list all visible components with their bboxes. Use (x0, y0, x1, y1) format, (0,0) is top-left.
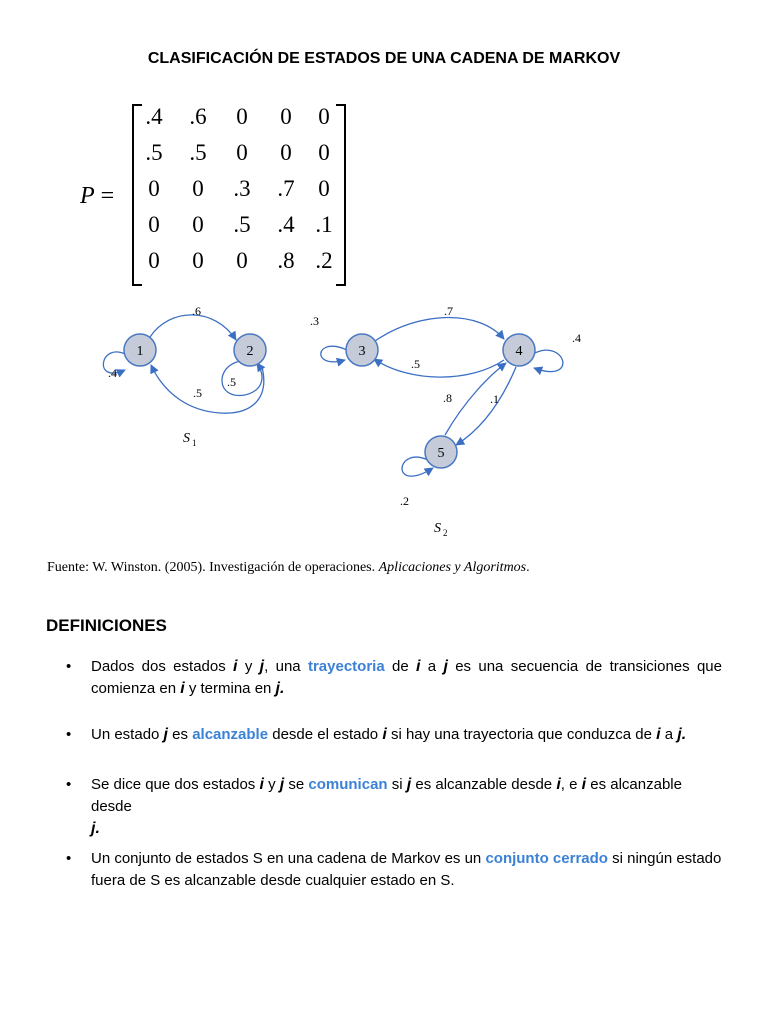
state-diagram (0, 295, 768, 545)
definition-text (91, 656, 722, 700)
matrix-cell: 0 (236, 104, 248, 129)
text: es (168, 726, 193, 743)
text: si (387, 776, 407, 793)
keyword: alcanzable (192, 726, 269, 743)
bullet-dot: • (66, 776, 72, 793)
text: Un conjunto de estados S en una cadena de Markov es un (91, 850, 486, 867)
system-label-subscript: 2 (443, 528, 448, 538)
matrix-cell: .6 (189, 104, 207, 129)
var: j (279, 776, 285, 793)
system-label-s1: S (183, 431, 190, 446)
edge-4-5 (456, 367, 516, 445)
matrix-cell: .5 (233, 212, 251, 237)
text: Dados dos estados (91, 658, 234, 675)
matrix-cell: 0 (236, 140, 248, 165)
edge-probability-label: .7 (444, 304, 453, 318)
edge-probability-label: .5 (411, 357, 420, 371)
matrix-cell: 0 (318, 176, 330, 201)
text: y termina en (184, 680, 276, 697)
text: a (660, 726, 678, 743)
bullet-dot: • (66, 850, 72, 867)
page-title: CLASIFICACIÓN DE ESTADOS DE UNA CADENA DE MARKOV (147, 50, 621, 67)
source-italic: Aplicaciones y Algoritmos (378, 560, 527, 575)
matrix-cell: .4 (277, 212, 295, 237)
text: de (384, 658, 416, 675)
text: es una secuencia de transiciones que comienza en (91, 658, 722, 697)
state-node-label: 2 (246, 344, 254, 359)
matrix-cell: 0 (148, 176, 160, 201)
text: es alcanzable desde (411, 776, 557, 793)
text: es alcanzable desde (91, 776, 682, 815)
text: si hay una trayectoria que conduzca de (386, 726, 657, 743)
bullet-dot: • (66, 726, 72, 743)
var: i (180, 680, 185, 697)
matrix-cell: .8 (277, 248, 295, 273)
state-node-label: 3 (358, 344, 366, 359)
definition-text (91, 774, 722, 840)
matrix-cell: 0 (148, 212, 160, 237)
source-prefix: Fuente: W. Winston. (2005). Investigación de operaciones. (47, 560, 379, 575)
state-node-label: 4 (515, 344, 523, 359)
matrix-symbol: P (80, 183, 95, 209)
source-suffix: . (526, 560, 530, 575)
edge-2-1 (151, 365, 264, 413)
system-label-s2: S (434, 521, 441, 536)
edge-probability-label: .4 (108, 366, 117, 380)
edge-4-3 (374, 359, 504, 377)
source-citation (47, 560, 530, 576)
var: i (416, 658, 421, 675)
matrix-cell: .2 (315, 248, 333, 273)
text: a (420, 658, 444, 675)
text: Se dice que dos estados (91, 776, 260, 793)
text: Un estado (91, 726, 164, 743)
definition-text (91, 724, 722, 746)
edge-probability-label: .4 (572, 331, 581, 345)
matrix-cell: .5 (145, 140, 163, 165)
edge-probability-label: .6 (192, 304, 201, 318)
edge-probability-label: .2 (400, 494, 409, 508)
matrix-cell: 0 (236, 248, 248, 273)
edge-probability-label: .5 (227, 375, 236, 389)
var: i (382, 726, 387, 743)
var: j. (677, 726, 687, 743)
matrix-cell: .4 (145, 104, 163, 129)
text: y (263, 776, 280, 793)
edge-probability-label: .3 (310, 314, 319, 328)
matrix-cell: 0 (318, 104, 330, 129)
keyword: conjunto cerrado (485, 850, 608, 867)
matrix-cell: 0 (192, 248, 204, 273)
matrix-cell: 0 (192, 212, 204, 237)
matrix-cell: 0 (280, 140, 292, 165)
matrix-equals: = (100, 183, 115, 209)
matrix-cell: .1 (315, 212, 333, 237)
text: si ningún estado fuera de S es alcanzable desde cualquier estado en S. (91, 850, 722, 889)
matrix-cell: 0 (318, 140, 330, 165)
matrix-cell: .3 (233, 176, 251, 201)
keyword: comunican (308, 776, 388, 793)
text: , una (264, 658, 308, 675)
matrix-cell: .7 (277, 176, 295, 201)
var: i (581, 776, 587, 793)
var: j. (275, 680, 285, 697)
text: , e (560, 776, 582, 793)
bullet-dot: • (66, 658, 72, 675)
var: i (259, 776, 264, 793)
text: desde el estado (268, 726, 383, 743)
system-label-subscript: 1 (192, 438, 197, 448)
section-title: DEFINICIONES (46, 616, 167, 635)
state-node-label: 1 (136, 344, 144, 359)
edge-probability-label: .8 (443, 391, 452, 405)
edge-1-2 (150, 315, 236, 340)
edge-3-4 (375, 317, 504, 341)
var: j (259, 658, 265, 675)
matrix-cell: .5 (189, 140, 207, 165)
matrix-cell: 0 (192, 176, 204, 201)
keyword: trayectoria (307, 658, 385, 675)
edge-probability-label: .5 (193, 386, 202, 400)
matrix-cell: 0 (148, 248, 160, 273)
matrix-cell: 0 (280, 104, 292, 129)
var: i (233, 658, 238, 675)
var: i (556, 776, 561, 793)
var: j (163, 726, 168, 743)
text: y (237, 658, 260, 675)
var: j. (91, 820, 100, 837)
loop-4 (531, 350, 563, 371)
text: se (284, 776, 309, 793)
var: j (443, 658, 448, 675)
var: i (656, 726, 661, 743)
transition-matrix (132, 100, 346, 288)
definition-text (91, 848, 722, 892)
matrix-label (80, 183, 114, 210)
var: j (406, 776, 412, 793)
state-node-label: 5 (437, 446, 445, 461)
edge-probability-label: .1 (490, 392, 499, 406)
loop-3 (321, 346, 347, 362)
